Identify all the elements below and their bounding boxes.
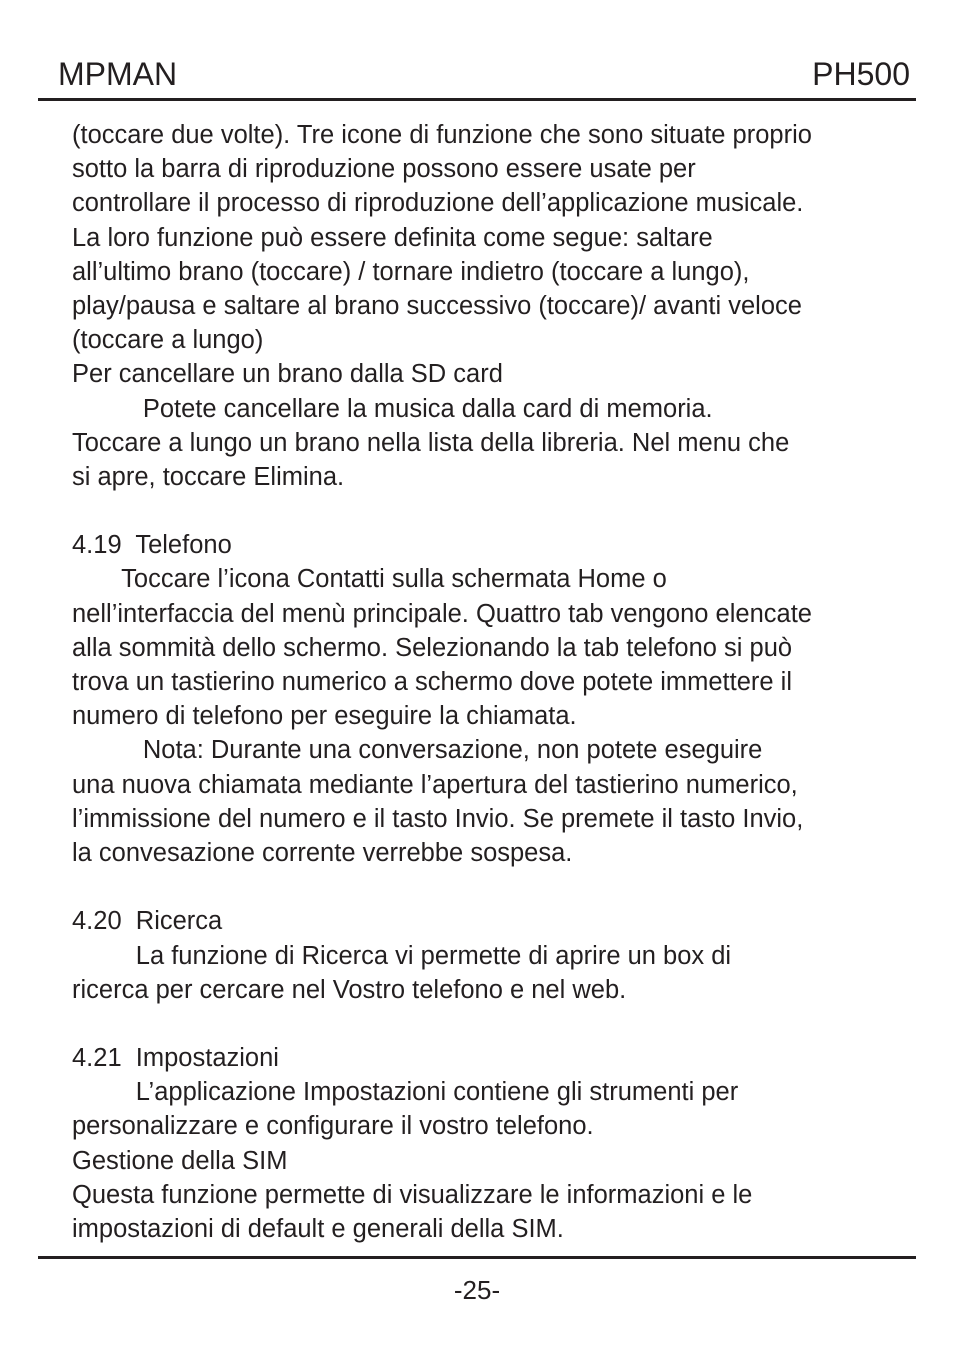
subheading-gestione-sim: Gestione della SIM — [72, 1146, 288, 1175]
subheading-delete-track: Per cancellare un brano dalla SD card — [72, 360, 503, 389]
header-divider — [38, 98, 916, 101]
text-line: controllare il processo di riproduzione dell’applicazione musicale. — [72, 189, 804, 218]
text-line: La funzione di Ricerca vi permette di aprire un box di — [72, 941, 732, 970]
body-text — [72, 118, 902, 1246]
blank-line — [72, 870, 902, 904]
section-heading-impostazioni: 4.21 Impostazioni — [72, 1044, 279, 1073]
text-line: Nota: Durante una conversazione, non potete eseguire — [72, 736, 763, 765]
section-heading-telefono: 4.19 Telefono — [72, 531, 232, 560]
text-line: impostazioni di default e generali della SIM. — [72, 1215, 564, 1243]
text-line: L’applicazione Impostazioni contiene gli strumenti per — [72, 1078, 739, 1107]
text-line: (toccare a lungo) — [72, 326, 264, 355]
text-line: Toccare l’icona Contatti sulla schermata Home o — [72, 565, 667, 594]
text-line: play/pausa e saltare al brano successivo (toccare)/ avanti veloce — [72, 291, 802, 320]
text-line: (toccare due volte). Tre icone di funzione che sono situate proprio — [72, 121, 812, 149]
text-line: Potete cancellare la musica dalla card di memoria. — [72, 394, 713, 423]
text-line: La loro funzione può essere definita come segue: saltare — [72, 223, 713, 252]
blank-line — [72, 494, 902, 528]
text-line: all’ultimo brano (toccare) / tornare indietro (toccare a lungo), — [72, 257, 750, 286]
footer-divider — [38, 1256, 916, 1259]
blank-line — [72, 1007, 902, 1041]
section-heading-ricerca: 4.20 Ricerca — [72, 907, 223, 936]
text-line: ricerca per cercare nel Vostro telefono e nel web. — [72, 975, 627, 1004]
text-line: alla sommità dello schermo. Selezionando la tab telefono si può — [72, 633, 793, 662]
text-line: nell’interfaccia del menù principale. Quattro tab vengono elencate — [72, 599, 812, 628]
header-brand: MPMAN — [58, 56, 178, 92]
page-header — [58, 54, 910, 94]
text-line: l’immissione del numero e il tasto Invio. Se premete il tasto Invio, — [72, 804, 804, 833]
text-line: la convesazione corrente verrebbe sospesa. — [72, 838, 573, 867]
text-line: trova un tastierino numerico a schermo dove potete immettere il — [72, 668, 793, 696]
text-line: Toccare a lungo un brano nella lista della libreria. Nel menu che — [72, 428, 790, 457]
page-number: -25- — [453, 1275, 501, 1305]
text-line: numero di telefono per eseguire la chiamata. — [72, 702, 577, 731]
text-line: sotto la barra di riproduzione possono essere usate per — [72, 155, 696, 184]
text-line: una nuova chiamata mediante l’apertura del tastierino numerico, — [72, 770, 798, 799]
text-line: personalizzare e configurare il vostro telefono. — [72, 1112, 594, 1141]
header-model: PH500 — [812, 56, 910, 92]
text-line: si apre, toccare Elimina. — [72, 462, 345, 491]
text-line: Questa funzione permette di visualizzare le informazioni e le — [72, 1180, 753, 1209]
